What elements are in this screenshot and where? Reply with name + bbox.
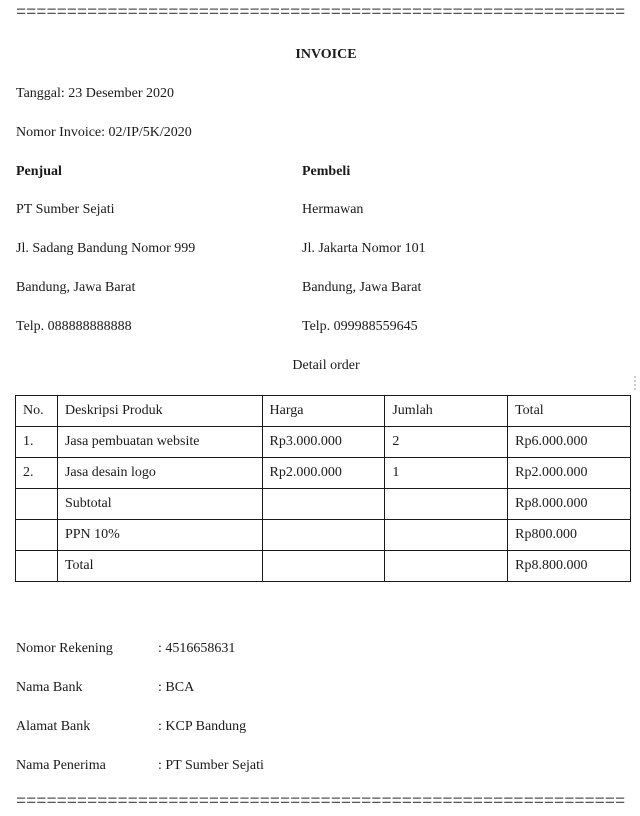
header-total: Total — [508, 396, 631, 427]
account-number-label: Nomor Rekening — [16, 641, 113, 656]
invoice-number: Nomor Invoice: 02/IP/5K/2020 — [16, 125, 192, 140]
cell-description: Subtotal — [57, 489, 262, 520]
order-title: Detail order — [292, 358, 360, 373]
account-number-value: : 4516658631 — [158, 641, 236, 656]
header-price: Harga — [262, 396, 385, 427]
header-no: No. — [16, 396, 58, 427]
seller-city: Bandung, Jawa Barat — [16, 280, 136, 295]
grand-total-row — [16, 551, 631, 582]
cell-no — [16, 520, 58, 551]
cell-price — [262, 489, 385, 520]
cell-total: Rp2.000.000 — [508, 458, 631, 489]
cell-no — [16, 551, 58, 582]
bank-name-label: Nama Bank — [16, 680, 83, 695]
recipient-value: : PT Sumber Sejati — [158, 758, 264, 773]
buyer-name: Hermawan — [302, 202, 364, 217]
cell-quantity — [385, 520, 508, 551]
cell-quantity: 2 — [385, 427, 508, 458]
seller-address: Jl. Sadang Bandung Nomor 999 — [16, 241, 196, 256]
bottom-separator: ============================================================ — [16, 795, 626, 811]
cell-total: Rp6.000.000 — [508, 427, 631, 458]
cell-price — [262, 551, 385, 582]
tax-row — [16, 520, 631, 551]
invoice-title: INVOICE — [295, 47, 357, 62]
cell-total: Rp800.000 — [508, 520, 631, 551]
bank-name-value: : BCA — [158, 680, 195, 695]
recipient-label: Nama Penerima — [16, 758, 106, 773]
cell-no: 1. — [16, 427, 58, 458]
seller-phone: Telp. 088888888888 — [16, 319, 132, 334]
buyer-address: Jl. Jakarta Nomor 101 — [302, 241, 426, 256]
cell-price: Rp3.000.000 — [262, 427, 385, 458]
buyer-heading: Pembeli — [302, 164, 351, 179]
cell-total: Rp8.800.000 — [508, 551, 631, 582]
buyer-phone: Telp. 099988559645 — [302, 319, 418, 334]
table-resize-handle-icon[interactable] — [634, 376, 640, 390]
cell-quantity — [385, 489, 508, 520]
order-table — [15, 395, 631, 582]
seller-heading: Penjual — [16, 164, 62, 179]
invoice-date: Tanggal: 23 Desember 2020 — [16, 86, 175, 101]
cell-description: Jasa desain logo — [57, 458, 262, 489]
cell-no: 2. — [16, 458, 58, 489]
header-quantity: Jumlah — [385, 396, 508, 427]
top-separator: ============================================================ — [16, 6, 626, 22]
table-row — [16, 427, 631, 458]
cell-no — [16, 489, 58, 520]
cell-description: PPN 10% — [57, 520, 262, 551]
table-header-row — [16, 396, 631, 427]
cell-description: Jasa pembuatan website — [57, 427, 262, 458]
subtotal-row — [16, 489, 631, 520]
cell-total: Rp8.000.000 — [508, 489, 631, 520]
header-description: Deskripsi Produk — [57, 396, 262, 427]
cell-price — [262, 520, 385, 551]
cell-quantity — [385, 551, 508, 582]
buyer-city: Bandung, Jawa Barat — [302, 280, 422, 295]
cell-quantity: 1 — [385, 458, 508, 489]
cell-price: Rp2.000.000 — [262, 458, 385, 489]
table-row — [16, 458, 631, 489]
bank-address-value: : KCP Bandung — [158, 719, 247, 734]
bank-address-label: Alamat Bank — [16, 719, 91, 734]
seller-name: PT Sumber Sejati — [16, 202, 115, 217]
cell-description: Total — [57, 551, 262, 582]
